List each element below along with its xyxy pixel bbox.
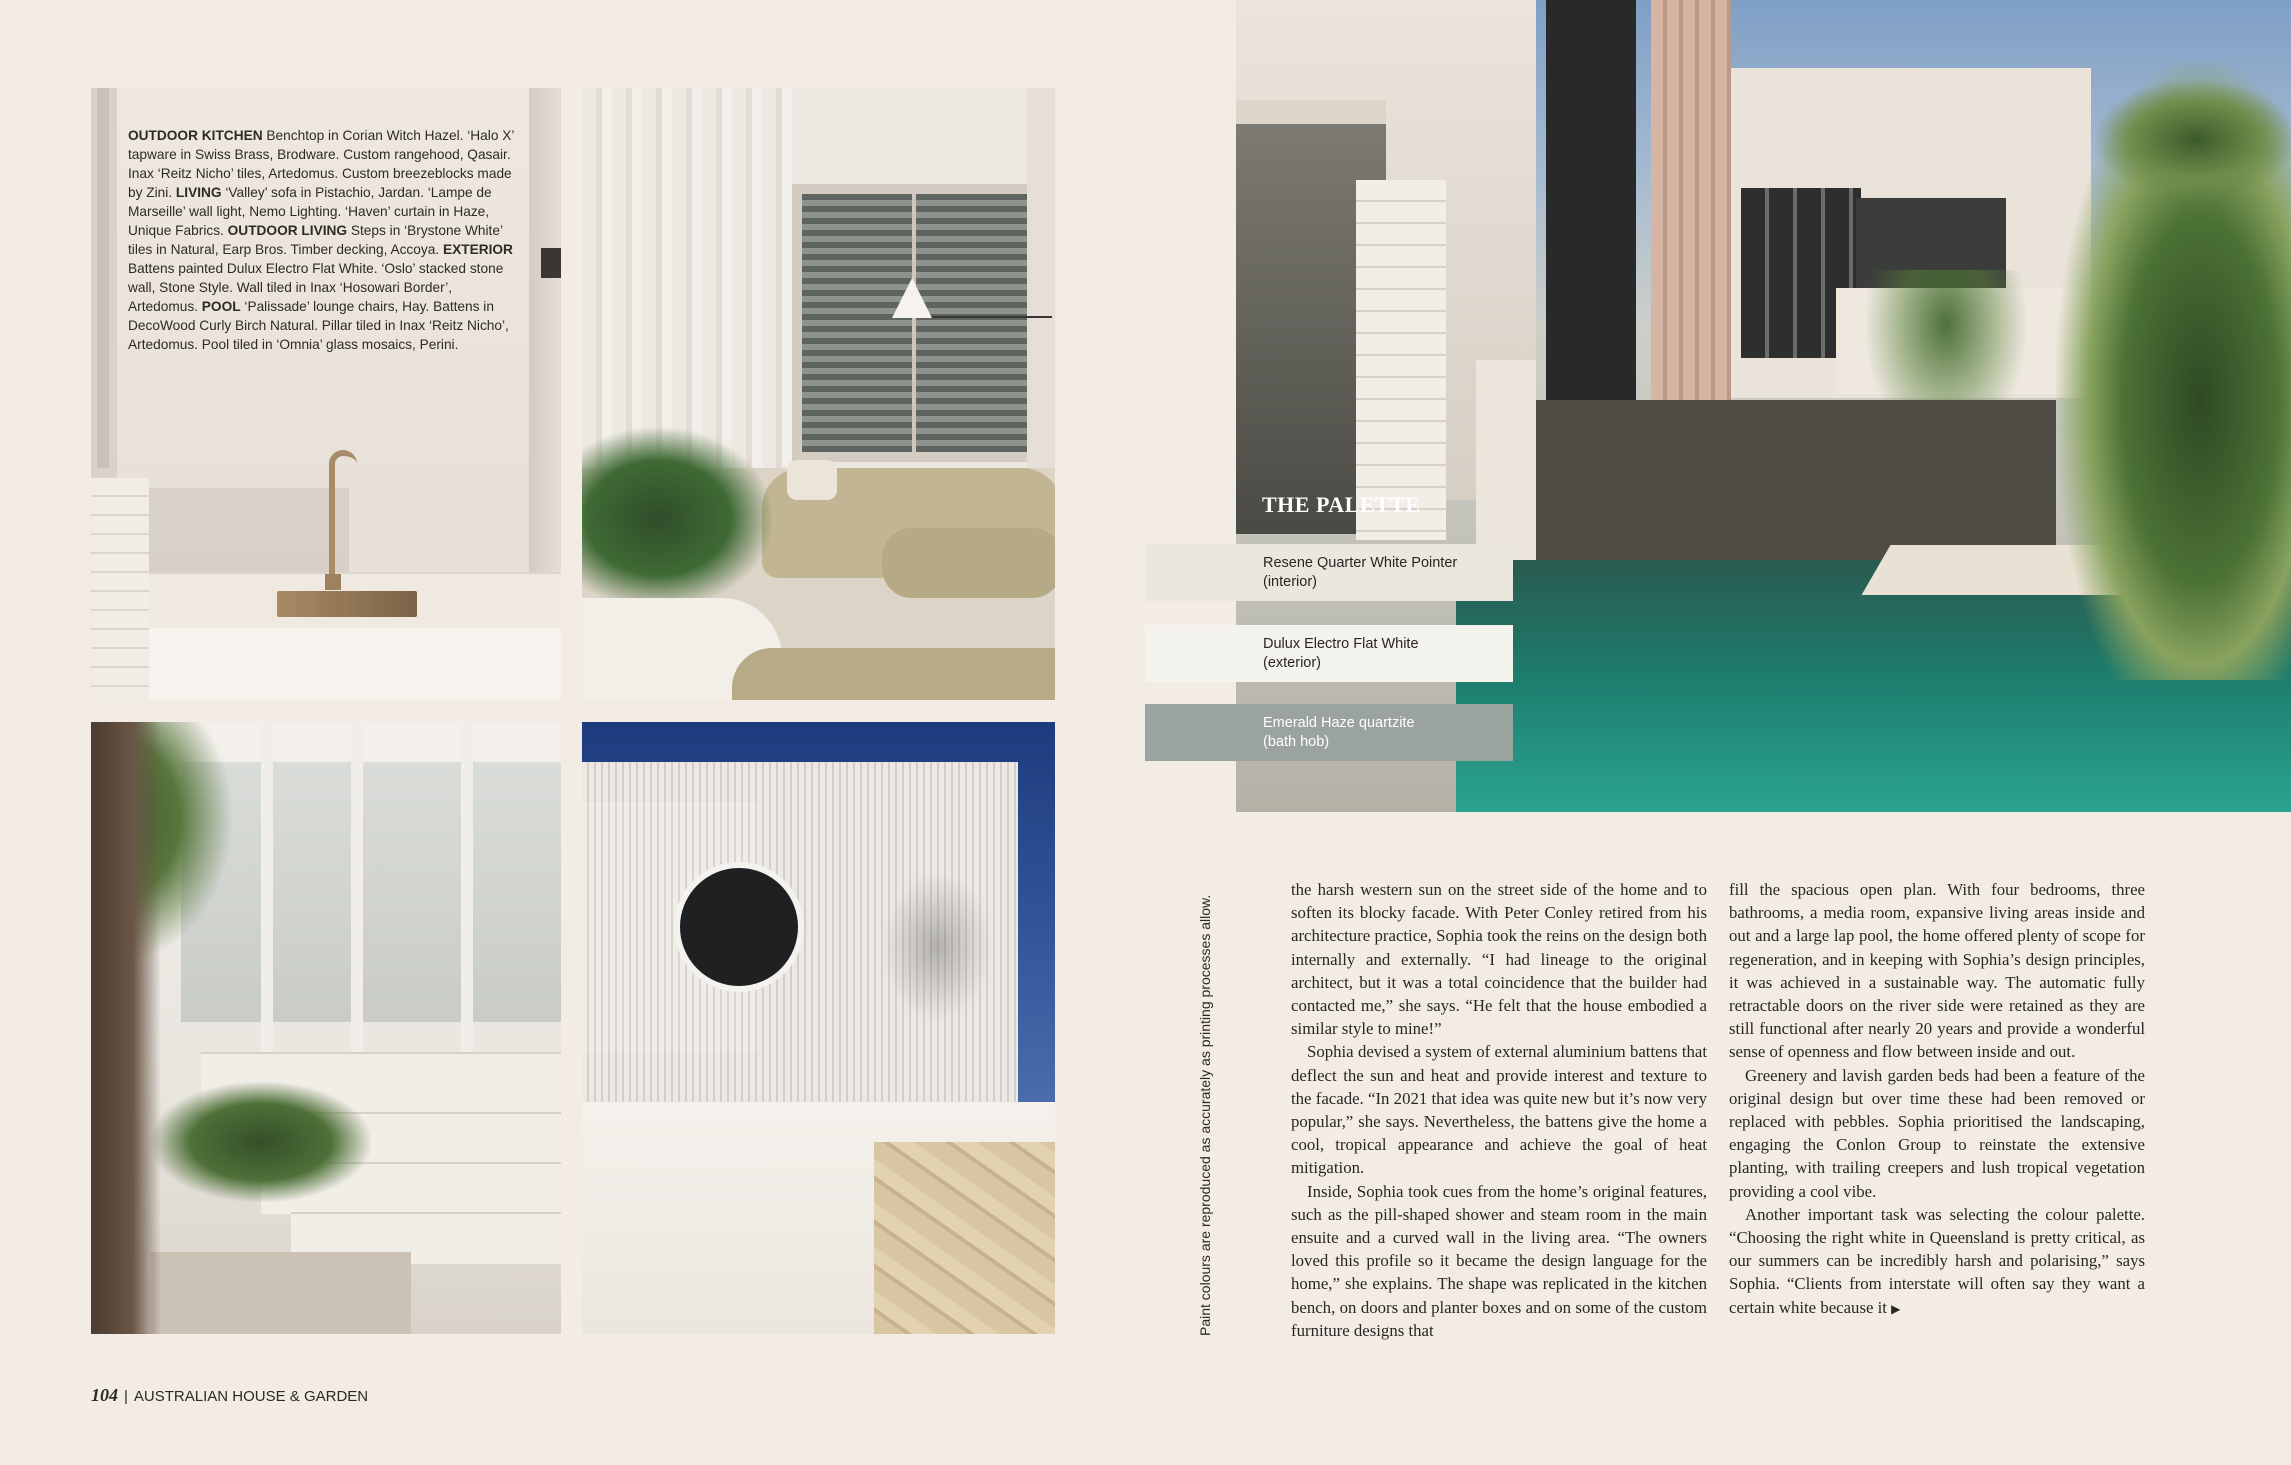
body-column-1 (1291, 878, 1707, 1342)
photo-rangehood (541, 248, 561, 278)
photo-exterior-facade (582, 722, 1055, 1334)
photo-post (351, 722, 363, 1052)
caption-text: Benchtop in Corian Witch Hazel. ‘Halo X’ tapware in Swiss Brass, Brodware. Custom rangehood, Qasair. Inax ‘Reitz Nicho’ tiles, Artedomus. Custom breezeblocks made by Zini. (128, 128, 514, 200)
photo-wall-lamp (892, 278, 932, 318)
body-paragraph-text: Another important task was selecting the colour palette. “Choosing the right white in Queensland is pretty critical, as our summers can be incredibly harsh and polarising,” says Sophia. “Clients from interstate will often say they want a certain white because it (1729, 1204, 2145, 1317)
body-paragraph: the harsh western sun on the street side of the home and to soften its blocky facade. With Peter Conley retired from his architecture practice, Sophia took the reins on the design both internally and externally. “I had lineage to the original architect, but it was a total coincidence that the builder had contacted me,” she says. “He felt that the house embodied a similar style to mine!” (1291, 880, 1707, 1039)
photo-shadow (149, 488, 349, 572)
photo-pool-exterior (1236, 0, 2291, 812)
photo-cushion (787, 460, 837, 500)
photo-glass-wall (181, 762, 561, 1022)
photo-shrubs (151, 1082, 371, 1202)
body-paragraph: Inside, Sophia took cues from the home’s original features, such as the pill-shaped shower and steam room in the main ensuite and a curved wall in the living area. “The owners loved this profile so it became the design language for the home,” she explains. The shape was replicated in the kitchen bench, on doors and planter boxes and on some of the custom furniture designs that (1291, 1181, 1707, 1340)
photo-mullion (912, 194, 916, 452)
body-paragraph: Greenery and lavish garden beds had been a feature of the original design but over time these had been removed or replaced with pebbles. Sophia prioritised the landscaping, engaging the Conlon Group to reinstate the extensive planting, with trailing creepers and lush tropical vegetation providing a cool vibe. (1729, 1065, 2145, 1201)
photo-palm-trunk (91, 722, 161, 1334)
photo-palm-shadow (882, 872, 992, 1022)
photo-curtain (582, 88, 792, 468)
swatch-name: Emerald Haze quartzite (1263, 715, 1415, 731)
photo-plant (582, 428, 772, 608)
body-paragraph: fill the spacious open plan. With four bedrooms, three bathrooms, a media room, expansive living areas inside and out and a large lap pool, the home offered plenty of scope for regeneration, and in keeping with Sophia’s design principles, it was achieved in a sustainable way. The automatic fully retractable doors on the river side were retained as they are still functional after nearly 20 years and provide a wonderful sense of openness and flow between inside and out. (1729, 880, 2145, 1062)
photo-sofa-chaise (882, 528, 1055, 598)
caption-text: Battens painted Dulux Electro Flat White. ‘Oslo’ stacked stone wall, Stone Style. Wall tiled in Inax ‘Hosowari Border’, Artedomus. (128, 261, 504, 314)
photo-dark-glazing (1546, 0, 1636, 460)
continue-arrow-icon: ▶ (1891, 1301, 1901, 1316)
palette-swatch (1145, 544, 1513, 601)
body-paragraph (1729, 1203, 2145, 1321)
swatch-note: (exterior) (1263, 654, 1322, 671)
photo-caption (128, 126, 523, 354)
photo-tiled-column (1356, 180, 1446, 540)
page-footer (91, 1385, 368, 1406)
photo-round-window (674, 862, 804, 992)
photo-lamp-arm (912, 316, 1052, 318)
photo-outdoor-kitchen (91, 88, 561, 700)
palette-swatch (1145, 704, 1513, 761)
swatch-name: Resene Quarter White Pointer (1263, 555, 1458, 571)
palette-swatch (1145, 625, 1513, 682)
caption-head: OUTDOOR KITCHEN (128, 128, 263, 143)
photo-column (1476, 360, 1536, 560)
publication-name: AUSTRALIAN HOUSE & GARDEN (133, 1388, 369, 1405)
photo-fins (1651, 0, 1731, 460)
swatch-note: (bath hob) (1263, 733, 1330, 750)
photo-overhang (1236, 100, 1386, 124)
caption-text: Steps in ‘Brystone White’ tiles in Natural, Earp Bros. Timber decking, Accoya. (128, 223, 503, 257)
paint-disclaimer: Paint colours are reproduced as accurately as printing processes allow. (1197, 894, 1213, 1336)
caption-text: ‘Palissade’ lounge chairs, Hay. Battens in DecoWood Curly Birch Natural. Pillar tiled in Inax ‘Reitz Nicho’, Artedomus. Pool tiled in ‘Omnia’ glass mosaics, Perini. (128, 299, 509, 352)
photo-stone-wall (874, 1142, 1055, 1334)
photo-path (151, 1252, 411, 1334)
photo-sofa-foreground (732, 648, 1055, 700)
caption-head: POOL (201, 299, 241, 314)
photo-tap-base (325, 574, 341, 590)
photo-living-room (582, 88, 1055, 700)
caption-text: ‘Valley’ sofa in Pistachio, Jardan. ‘Lampe de Marseille’ wall light, Nemo Lighting. ‘Haven’ curtain in Haze, Unique Fabrics. (128, 185, 492, 238)
swatch-note: (interior) (1263, 573, 1317, 590)
photo-palm-crown (2096, 80, 2291, 200)
photo-outdoor-living (91, 722, 561, 1334)
page-number: 104 (91, 1385, 118, 1405)
palette-title: THE PALETTE (1262, 492, 1421, 517)
photo-post (97, 88, 109, 468)
photo-bench-face (149, 628, 561, 700)
photo-post (461, 722, 473, 1052)
caption-head: OUTDOOR LIVING (227, 223, 348, 238)
footer-separator: | (124, 1388, 128, 1405)
photo-sink (277, 591, 417, 617)
photo-ground-floor (1536, 400, 2056, 560)
photo-tap (329, 450, 357, 584)
body-column-2 (1729, 878, 2145, 1321)
caption-head: LIVING (175, 185, 222, 200)
photo-breezeblocks (91, 478, 149, 700)
caption-head: EXTERIOR (442, 242, 513, 257)
photo-post (261, 722, 273, 1052)
swatch-name: Dulux Electro Flat White (1263, 636, 1419, 652)
body-paragraph: Sophia devised a system of external aluminium battens that deflect the sun and heat and provide interest and texture to the facade. “In 2021 that idea was quite new but it’s now very popular,” she says. Nevertheless, the battens give the home a cool, tropical appearance and achieve the goal of heat mitigation. (1291, 1042, 1707, 1178)
